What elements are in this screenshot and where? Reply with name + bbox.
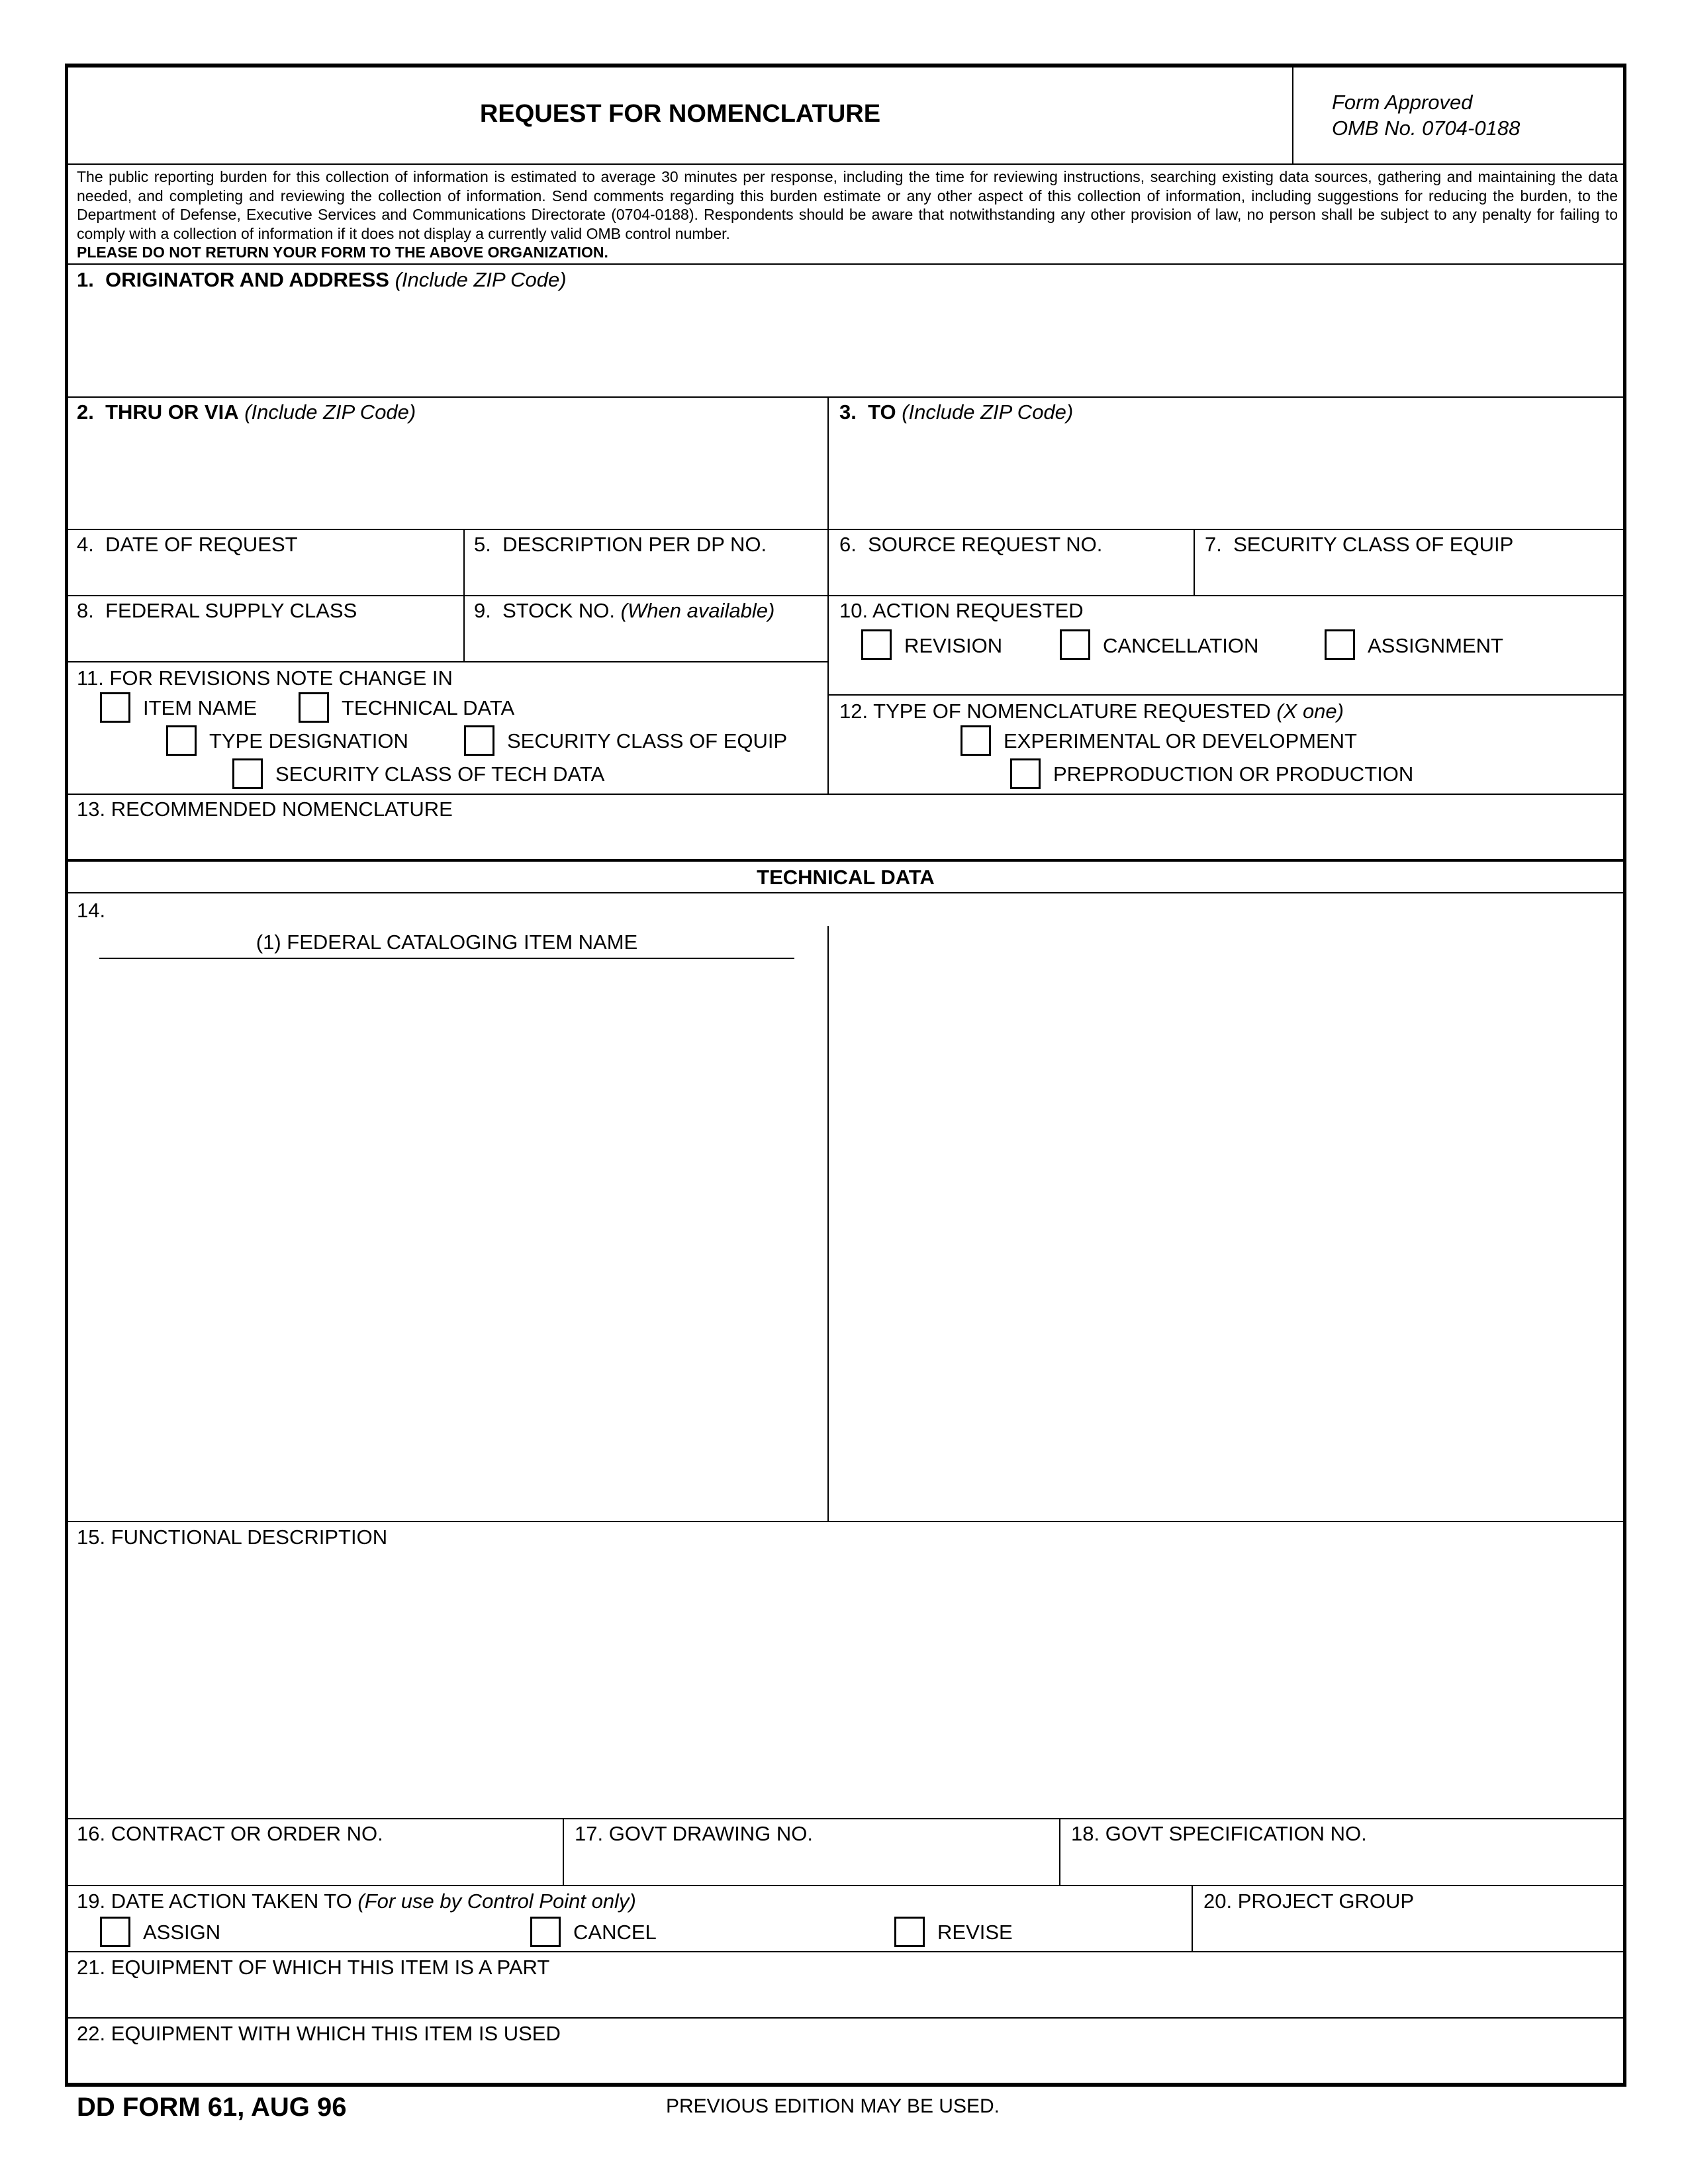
block-8-label: 8. FEDERAL SUPPLY CLASS [77, 599, 357, 622]
omb-number: OMB No. 0704-0188 [1332, 116, 1521, 140]
block-7-label: 7. SECURITY CLASS OF EQUIP [1205, 533, 1514, 556]
contract-order-no-field[interactable] [73, 1848, 556, 1882]
security-class-equip-field[interactable] [1201, 559, 1618, 592]
block-3-title: TO [868, 400, 896, 424]
type-designation-option-label: TYPE DESIGNATION [209, 729, 408, 752]
originator-address-field[interactable] [73, 295, 1618, 392]
block-2-number: 2. [77, 400, 94, 424]
description-dp-field[interactable] [470, 559, 821, 592]
cancellation-checkbox[interactable] [1060, 629, 1090, 660]
block-18-label: 18. GOVT SPECIFICATION NO. [1071, 1822, 1367, 1845]
block-15-label: 15. FUNCTIONAL DESCRIPTION [77, 1525, 388, 1549]
omb-approval [1332, 89, 1520, 141]
revision-checkbox[interactable] [861, 629, 892, 660]
cancel-checkbox[interactable] [530, 1917, 561, 1947]
block-20-label: 20. PROJECT GROUP [1203, 1889, 1415, 1913]
govt-specification-no-field[interactable] [1067, 1848, 1617, 1882]
security-class-equip-checkbox[interactable] [464, 725, 494, 756]
block-19-hint: (For use by Control Point only) [357, 1889, 636, 1913]
block-19-label [77, 1891, 636, 1911]
block-22-label: 22. EQUIPMENT WITH WHICH THIS ITEM IS USED [77, 2022, 561, 2045]
federal-cataloging-item-name-label: (1) FEDERAL CATALOGING ITEM NAME [256, 931, 638, 954]
govt-drawing-no-field[interactable] [571, 1848, 1054, 1882]
preproduction-option-label: PREPRODUCTION OR PRODUCTION [1053, 762, 1414, 786]
block-17-label: 17. GOVT DRAWING NO. [575, 1822, 813, 1845]
block-3-label [839, 402, 1073, 422]
block-14-label: 14. [77, 899, 106, 922]
federal-supply-class-field[interactable] [73, 625, 457, 659]
block-16-label: 16. CONTRACT OR ORDER NO. [77, 1822, 383, 1845]
experimental-checkbox[interactable] [961, 725, 991, 756]
revise-checkbox[interactable] [894, 1917, 925, 1947]
block-12-label [839, 701, 1344, 721]
assign-option-label: ASSIGN [143, 1921, 221, 1944]
security-class-tech-data-checkbox[interactable] [232, 758, 263, 789]
security-class-tech-data-option-label: SECURITY CLASS OF TECH DATA [275, 762, 605, 786]
block-5-label: 5. DESCRIPTION PER DP NO. [474, 533, 767, 556]
form-title: REQUEST FOR NOMENCLATURE [479, 100, 881, 128]
technical-data-right-field[interactable] [835, 927, 1618, 1516]
preproduction-checkbox[interactable] [1010, 758, 1041, 789]
item-name-option-label: ITEM NAME [143, 696, 258, 719]
stock-no-field[interactable] [470, 625, 821, 659]
revision-option-label: REVISION [904, 634, 1003, 657]
block-1-hint: (Include ZIP Code) [395, 268, 567, 291]
cancel-option-label: CANCEL [573, 1921, 657, 1944]
technical-data-option-label: TECHNICAL DATA [342, 696, 515, 719]
federal-cataloging-item-name-field[interactable] [99, 963, 794, 1516]
burden-warning: PLEASE DO NOT RETURN YOUR FORM TO THE ABOVE ORGANIZATION. [77, 244, 608, 261]
security-class-equip-option-label: SECURITY CLASS OF EQUIP [507, 729, 788, 752]
burden-text: The public reporting burden for this collection of information is estimated to average 30 minutes per response, including the time for reviewing instructions, searching existing data sources, gathering and maintaining the data needed, and completing and reviewing the collection of information. Send comments regarding this burden estimate or any other aspect of this collection of information, including suggestions for reducing the burden, to the Department of Defense, Executive Services and Communications Directorate (0704-0188). Respondents should be aware that notwithstanding any other provision of law, no person shall be subject to any penalty for failing to comply with a collection of information if it does not display a currently valid OMB control number. [77, 168, 1618, 242]
block-3-hint: (Include ZIP Code) [902, 400, 1074, 424]
item-name-checkbox[interactable] [100, 692, 130, 723]
cancellation-option-label: CANCELLATION [1103, 634, 1259, 657]
block-13-label: 13. RECOMMENDED NOMENCLATURE [77, 797, 453, 821]
assignment-option-label: ASSIGNMENT [1368, 634, 1503, 657]
block-1-title: ORIGINATOR AND ADDRESS [105, 268, 389, 291]
block-12-hint: (X one) [1276, 700, 1344, 723]
revise-option-label: REVISE [937, 1921, 1013, 1944]
block-2-label [77, 402, 416, 422]
block-9-hint: (When available) [620, 599, 775, 622]
block-2-title: THRU OR VIA [105, 400, 239, 424]
form-approved-label: Form Approved [1332, 91, 1473, 114]
block-12-title: 12. TYPE OF NOMENCLATURE REQUESTED [839, 700, 1271, 723]
block-21-label: 21. EQUIPMENT OF WHICH THIS ITEM IS A PART [77, 1956, 550, 1979]
block-1-label [77, 269, 567, 290]
date-of-request-field[interactable] [73, 559, 457, 592]
technical-data-checkbox[interactable] [299, 692, 329, 723]
type-designation-checkbox[interactable] [166, 725, 197, 756]
block-9-title: 9. STOCK NO. [474, 599, 616, 622]
experimental-option-label: EXPERIMENTAL OR DEVELOPMENT [1004, 729, 1357, 752]
block-3-number: 3. [839, 400, 857, 424]
block-10-label: 10. ACTION REQUESTED [839, 599, 1084, 622]
block-2-hint: (Include ZIP Code) [244, 400, 416, 424]
technical-data-heading: TECHNICAL DATA [757, 866, 935, 889]
to-address-field[interactable] [835, 427, 1618, 525]
assign-checkbox[interactable] [100, 1917, 130, 1947]
burden-statement [77, 167, 1618, 262]
block-1-number: 1. [77, 268, 94, 291]
block-6-label: 6. SOURCE REQUEST NO. [839, 533, 1103, 556]
functional-description-field[interactable] [73, 1552, 1618, 1813]
project-group-field[interactable] [1199, 1916, 1617, 1949]
block-4-label: 4. DATE OF REQUEST [77, 533, 298, 556]
assignment-checkbox[interactable] [1325, 629, 1355, 660]
equipment-used-with-field[interactable] [73, 2048, 1618, 2080]
block-11-label: 11. FOR REVISIONS NOTE CHANGE IN [77, 666, 453, 690]
block-19-title: 19. DATE ACTION TAKEN TO [77, 1889, 352, 1913]
source-request-field[interactable] [835, 559, 1186, 592]
form-number: DD FORM 61, AUG 96 [77, 2093, 347, 2122]
thru-via-field[interactable] [73, 427, 821, 525]
block-9-label [474, 600, 774, 621]
equipment-part-of-field[interactable] [73, 1982, 1618, 2015]
recommended-nomenclature-field[interactable] [73, 824, 1618, 857]
previous-edition-note: PREVIOUS EDITION MAY BE USED. [666, 2095, 1000, 2117]
